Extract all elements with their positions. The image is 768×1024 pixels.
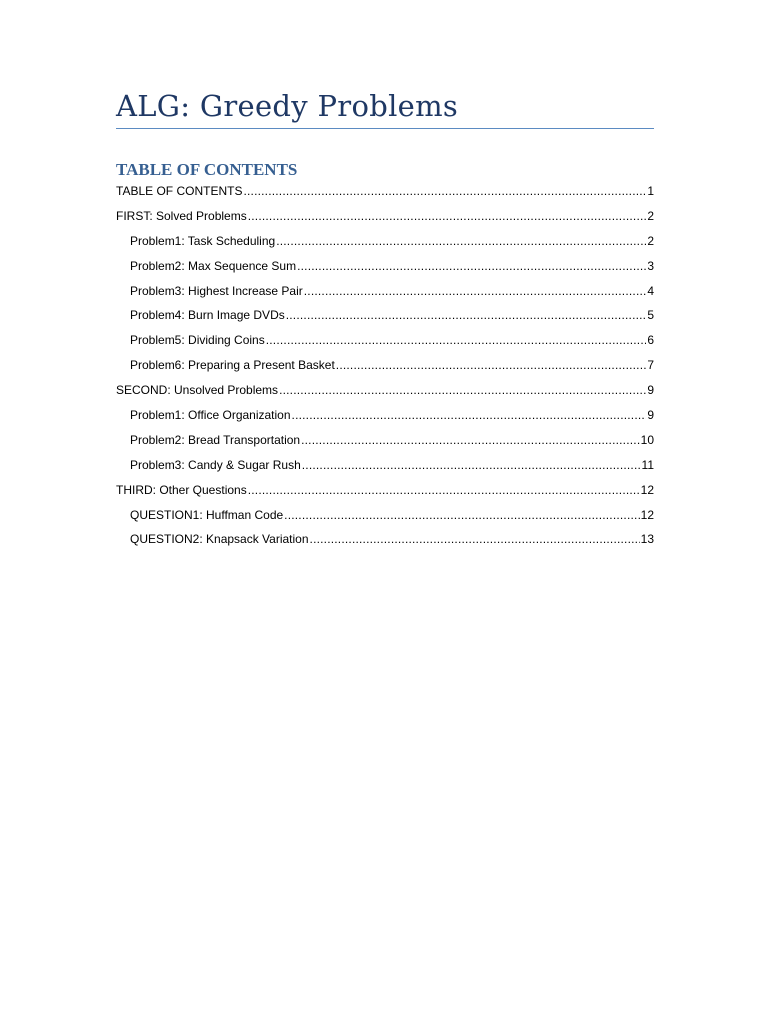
toc-heading: TABLE OF CONTENTS [116,160,298,179]
toc-entry-second-unsolved-problems[interactable] [116,378,654,403]
toc-entry-dividing-coins[interactable] [116,328,654,353]
toc-entry-page-number: 12 [640,482,654,497]
toc-entry-page-number: 3 [647,258,654,273]
toc-entry-knapsack-variation[interactable] [116,527,654,552]
toc-leader-dots [301,428,640,453]
toc-entry-label: QUESTION2: Knapsack Variation [130,532,309,547]
toc-entry-table-of-contents[interactable] [116,179,654,204]
toc-entry-label: Problem3: Candy & Sugar Rush [130,457,301,472]
toc-entry-page-number: 13 [640,532,654,547]
toc-entry-highest-increase-pair[interactable] [116,279,654,304]
toc-entry-third-other-questions[interactable] [116,478,654,503]
toc-leader-dots [248,478,640,503]
toc-entry-label: Problem6: Preparing a Present Basket [130,358,335,373]
toc-entry-page-number: 4 [647,283,654,298]
toc-entry-page-number: 1 [647,184,654,198]
toc-entry-burn-image-dvds[interactable] [116,303,654,328]
toc-leader-dots [248,204,647,229]
toc-leader-dots [310,527,640,552]
toc-entry-max-sequence-sum[interactable] [116,254,654,279]
toc-leader-dots [284,503,639,528]
toc-entry-label: Problem2: Max Sequence Sum [130,258,297,273]
toc-entry-label: SECOND: Unsolved Problems [116,383,279,398]
toc-leader-dots [243,179,646,204]
toc-entry-office-organization[interactable] [116,403,654,428]
toc-entry-page-number: 9 [647,408,654,423]
document-title: ALG: Greedy Problems [116,89,459,123]
toc-entry-page-number: 7 [647,358,654,373]
toc-entry-page-number: 5 [647,308,654,323]
toc-entry-page-number: 12 [640,507,654,522]
toc-entry-label: Problem4: Burn Image DVDs [130,308,285,323]
toc-leader-dots [304,279,647,304]
toc-entry-task-scheduling[interactable] [116,229,654,254]
toc-leader-dots [292,403,647,428]
toc-entry-label: THIRD: Other Questions [116,482,247,497]
toc-leader-dots [279,378,646,403]
toc-entry-page-number: 10 [640,432,654,447]
toc-entry-label: QUESTION1: Huffman Code [130,507,284,522]
toc-entry-page-number: 6 [647,333,654,348]
toc-entry-label: Problem3: Highest Increase Pair [130,283,303,298]
toc-leader-dots [276,229,646,254]
toc-entry-label: TABLE OF CONTENTS [116,184,243,198]
toc-leader-dots [302,453,641,478]
title-underline-rule [116,128,654,129]
toc-leader-dots [336,353,647,378]
toc-entry-label: Problem5: Dividing Coins [130,333,265,348]
toc-entry-candy-sugar-rush[interactable] [116,453,654,478]
toc-entry-label: Problem1: Office Organization [130,408,291,423]
toc-entry-page-number: 2 [647,208,654,223]
toc-leader-dots [266,328,647,353]
toc-entry-label: Problem1: Task Scheduling [130,233,276,248]
toc-entry-first-solved-problems[interactable] [116,204,654,229]
toc-entry-bread-transportation[interactable] [116,428,654,453]
toc-entry-page-number: 11 [641,457,654,472]
toc-leader-dots [297,254,646,279]
toc-list [116,179,654,552]
toc-leader-dots [286,303,647,328]
toc-entry-label: FIRST: Solved Problems [116,208,247,223]
toc-entry-huffman-code[interactable] [116,503,654,528]
toc-entry-label: Problem2: Bread Transportation [130,432,301,447]
toc-entry-preparing-present-basket[interactable] [116,353,654,378]
toc-entry-page-number: 2 [647,233,654,248]
toc-entry-page-number: 9 [647,383,654,398]
